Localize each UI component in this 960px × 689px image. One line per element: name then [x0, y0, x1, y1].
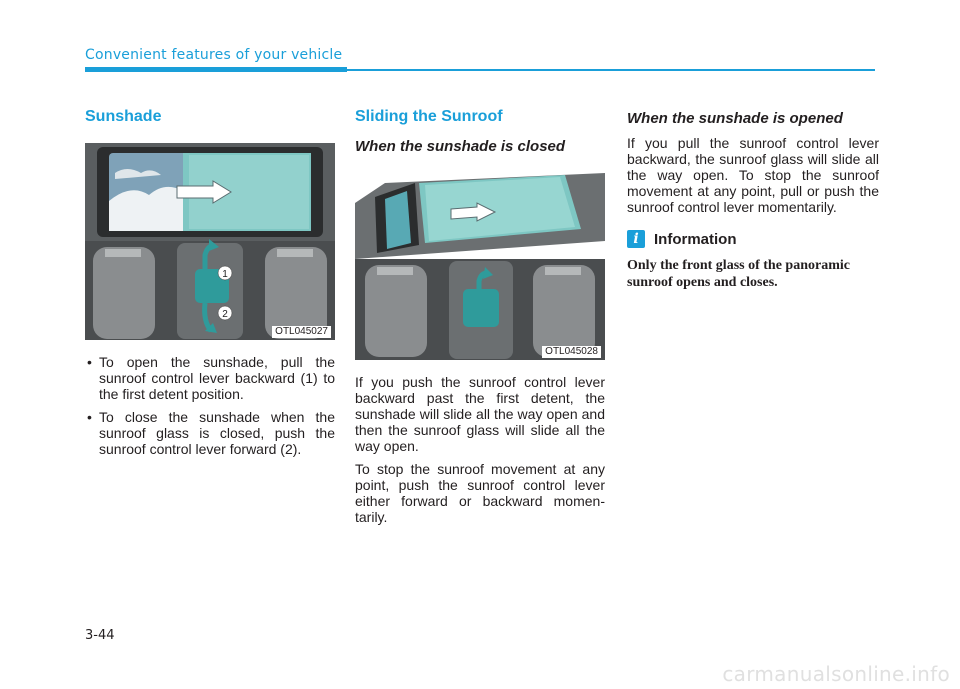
sunshade-illustration — [85, 143, 335, 340]
sliding-paragraph-2: To stop the sunroof movement at any point, push the sunroof control lever either forward or backward momen-tarily. — [355, 461, 605, 525]
sunshade-column — [85, 108, 335, 464]
opened-paragraph: If you pull the sunroof control lever backward, the sunroof glass will slide all the way open. To stop the sunroof movement at any point, pull or push the sunroof control lever momentarily. — [627, 135, 879, 215]
information-box-header — [627, 230, 879, 248]
sliding-illustration — [355, 163, 605, 360]
page-number: 3-44 — [85, 628, 115, 643]
figure-code-otl045028: OTL045028 — [542, 346, 601, 358]
callout-1: 1 — [222, 269, 228, 280]
sliding-heading: Sliding the Sunroof — [355, 108, 503, 125]
sunshade-opened-subheading: When the sunshade is opened — [627, 110, 843, 127]
header-title: Convenient features of your vehicle — [85, 47, 343, 63]
sliding-paragraph-1: If you push the sunroof control lever backward past the first detent, the sunshade will slide all the way open and then the sunroof glass will slide all the way open. — [355, 374, 605, 454]
information-text: Only the front glass of the panoramic sunroof opens and closes. — [627, 258, 850, 290]
callout-2: 2 — [222, 309, 228, 320]
sliding-column — [355, 108, 605, 532]
sunshade-instructions — [85, 354, 335, 457]
sunshade-closed-subheading: When the sunshade is closed — [355, 138, 566, 155]
info-icon: i — [627, 230, 645, 248]
watermark: carmanualsonline.info — [722, 662, 950, 686]
information-title: Information — [654, 230, 737, 248]
opened-column — [627, 108, 879, 291]
header-rule-thin — [347, 69, 875, 71]
figure-code-otl045027: OTL045027 — [272, 326, 331, 338]
sunshade-bullet-close: • To close the sunshade when the sunroof glass is closed, push the sunroof control lever forward (2). — [85, 409, 335, 457]
header-rule-thick — [85, 67, 347, 72]
sunshade-diagram — [85, 143, 335, 340]
sunshade-heading: Sunshade — [85, 108, 162, 125]
sliding-diagram — [355, 163, 605, 360]
sunshade-bullet-open: • To open the sunshade, pull the sunroof control lever backward (1) to the first detent position. — [85, 354, 335, 402]
